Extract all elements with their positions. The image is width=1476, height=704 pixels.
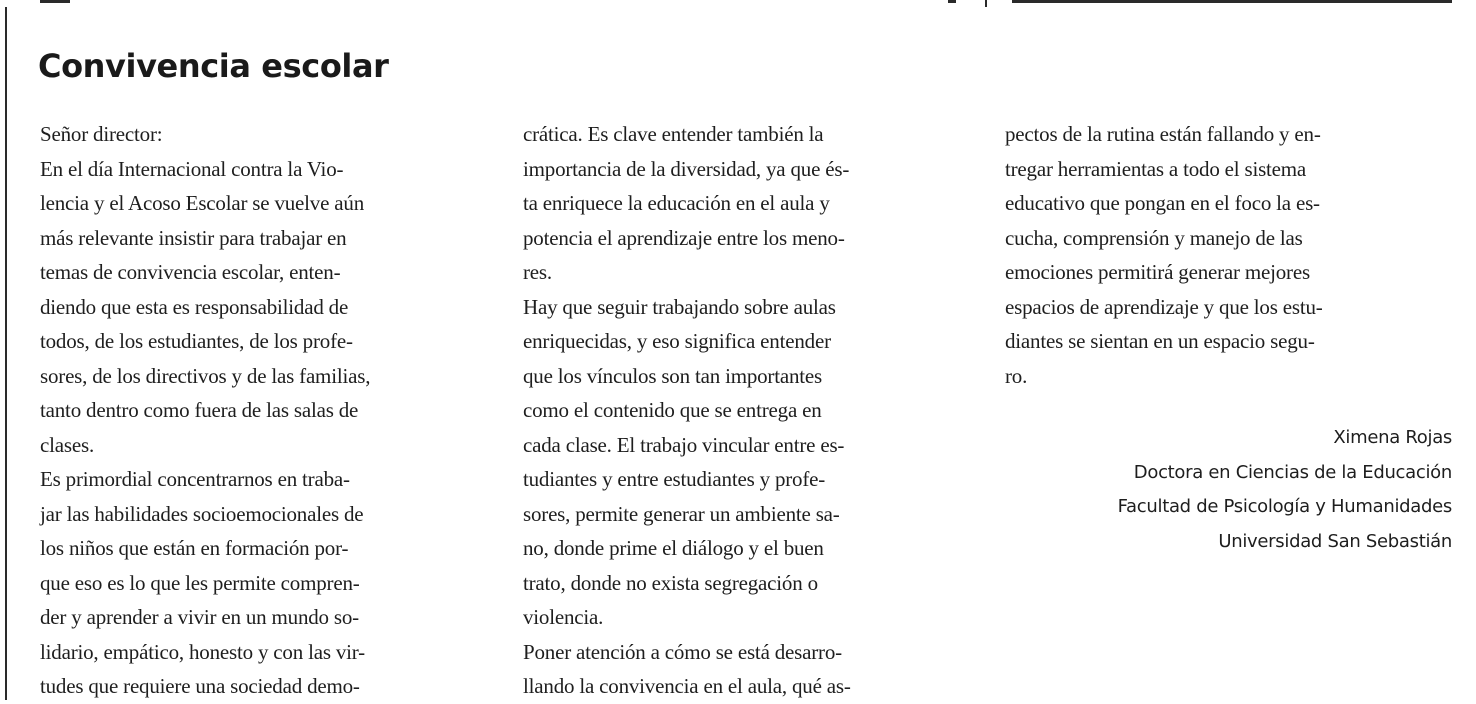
body-text-line: diendo que esta es responsabilidad de	[40, 294, 349, 319]
body-text-line: sores, permite generar un ambiente sa-	[523, 501, 840, 526]
body-text-line: que los vínculos son tan importantes	[523, 363, 823, 388]
body-text-line: pectos de la rutina están fallando y en-	[1005, 122, 1321, 146]
body-text-line: der y aprender a vivir en un mundo so-	[40, 605, 359, 629]
body-text-line: Es primordial concentrarnos en traba-	[40, 467, 350, 491]
body-text-line: cucha, comprensión y manejo de las	[1005, 225, 1303, 250]
page-top-border	[0, 0, 1476, 7]
body-text-line: más relevante insistir para trabajar en	[40, 225, 347, 250]
letter-headline: Convivencia escolar	[38, 47, 389, 85]
body-text-line: diantes se sientan en un espacio segu-	[1005, 329, 1315, 353]
body-text-line: educativo que pongan en el foco la es-	[1005, 191, 1320, 215]
body-text-line: tanto dentro como fuera de las salas de	[40, 398, 359, 422]
body-text-line: no, donde prime el diálogo y el buen	[523, 536, 824, 560]
body-text-line: los niños que están en formación por-	[40, 536, 349, 560]
body-text-line: ta enriquece la educación en el aula y	[523, 191, 830, 215]
top-border-segment	[40, 0, 70, 3]
author-signature	[1118, 421, 1452, 559]
body-text-line: violencia.	[523, 605, 604, 629]
body-text-line: jar las habilidades socioemocionales de	[40, 501, 364, 526]
author-faculty: Facultad de Psicología y Humanidades	[1117, 496, 1452, 517]
body-text-line: lidario, empático, honesto y con las vir-	[40, 639, 365, 664]
body-text-line: tregar herramientas a todo el sistema	[1005, 156, 1307, 181]
body-text-line: Poner atención a cómo se está desarro-	[523, 639, 842, 664]
top-border-segment	[1012, 0, 1452, 3]
body-text-line: res.	[523, 260, 552, 284]
body-text-line: clases.	[40, 432, 94, 457]
author-name: Ximena Rojas	[1333, 427, 1452, 448]
body-text-line: espacios de aprendizaje y que los estu-	[1005, 294, 1323, 319]
text-column-2	[523, 117, 975, 704]
top-border-tick	[985, 0, 987, 7]
body-text-line: enriquecidas, y eso significa entender	[523, 329, 831, 353]
page-left-border	[5, 0, 7, 700]
body-text-line: crática. Es clave entender también la	[523, 122, 824, 146]
body-text-line: importancia de la diversidad, ya que és-	[523, 156, 850, 181]
body-text-line: cada clase. El trabajo vincular entre es-	[523, 432, 845, 457]
body-text-line: trato, donde no exista segregación o	[523, 570, 818, 595]
text-column-1	[40, 117, 492, 704]
body-text-line: ro.	[1005, 363, 1028, 388]
body-text-line: como el contenido que se entrega en	[523, 398, 822, 422]
body-text-line: emociones permitirá generar mejores	[1005, 260, 1310, 284]
body-text-line: tudes que requiere una sociedad demo-	[40, 674, 360, 698]
body-text-line: tudiantes y entre estudiantes y profe-	[523, 467, 826, 491]
body-text-line: todos, de los estudiantes, de los profe-	[40, 329, 353, 353]
body-text-line: que eso es lo que les permite compren-	[40, 570, 360, 595]
body-text-line: sores, de los directivos y de las familias,	[40, 363, 371, 388]
text-column-3	[1005, 117, 1455, 393]
body-text-line: lencia y el Acoso Escolar se vuelve aún	[40, 191, 364, 215]
author-degree: Doctora en Ciencias de la Educación	[1133, 461, 1452, 483]
top-border-segment	[948, 0, 956, 3]
body-text-line: llando la convivencia en el aula, qué as-	[523, 674, 851, 698]
body-text-line: potencia el aprendizaje entre los meno-	[523, 225, 845, 250]
body-text-line: temas de convivencia escolar, enten-	[40, 260, 341, 284]
body-text-line: En el día Internacional contra la Vio-	[40, 156, 344, 181]
author-university: Universidad San Sebastián	[1218, 530, 1452, 552]
body-text-line: Hay que seguir trabajando sobre aulas	[523, 294, 836, 319]
body-text-line: Señor director:	[40, 122, 163, 146]
